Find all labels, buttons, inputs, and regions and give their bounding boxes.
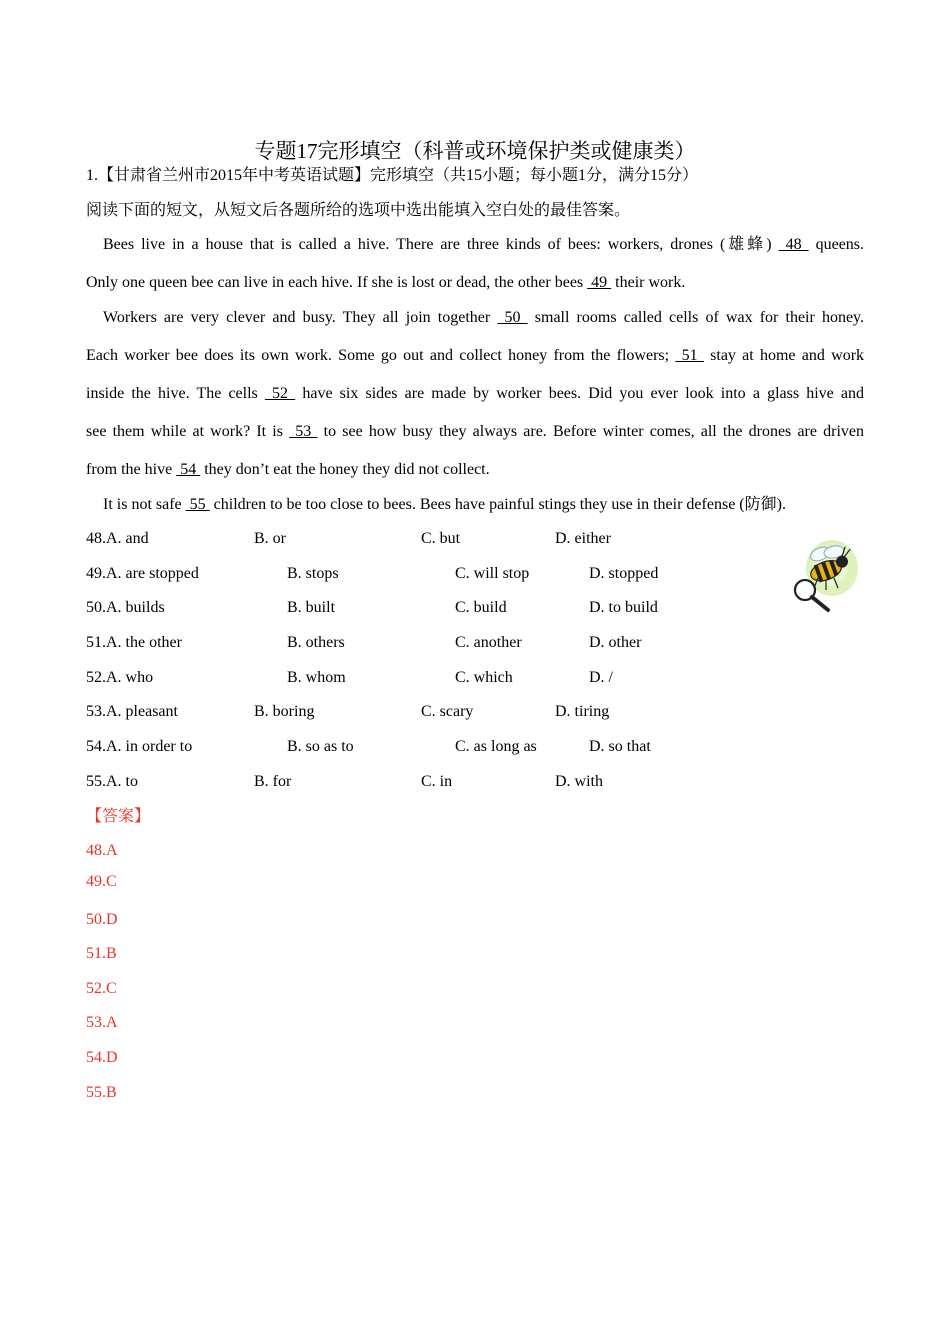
option-d: D. stopped (589, 565, 659, 582)
passage-line (86, 421, 864, 443)
options-row-48 (86, 528, 786, 550)
option-a: 48.A. and (86, 530, 149, 547)
blank-52: 52 (264, 385, 296, 402)
passage-text: from the hive (86, 461, 173, 478)
options-row-51 (86, 632, 786, 654)
passage-text: queens. (815, 236, 865, 253)
blank-50: 50 (497, 309, 528, 326)
passage-text: their work. (615, 274, 686, 291)
passage-text: small rooms called cells of wax for their honey. (534, 309, 865, 326)
answer-item: 50.D (86, 911, 118, 928)
option-b: B. for (254, 773, 292, 790)
answer-item: 52.C (86, 980, 117, 997)
options-row-50 (86, 597, 786, 619)
instruction-text: 阅读下面的短文，从短文后各题所给的选项中选出能填入空白处的最佳答案。 (86, 202, 631, 219)
passage-text: Bees live in a house that is called a hive. There are three kinds of bees: workers, drones (雄蜂) (103, 236, 772, 253)
option-b: B. built (287, 599, 336, 616)
passage-text: they don’t eat the honey they did not collect. (204, 461, 490, 478)
option-b: B. whom (287, 669, 346, 686)
page-title: 专题17完形填空（科普或环境保护类或健康类） (254, 139, 696, 163)
blank-51: 51 (675, 347, 704, 364)
option-a: 49.A. are stopped (86, 565, 199, 582)
option-b: B. boring (254, 703, 315, 720)
blank-55: 55 (185, 496, 210, 513)
passage-text: children to be too close to bees. Bees have painful stings they use in their defense (防御). (213, 496, 786, 513)
passage-text: Only one queen bee can live in each hive. If she is lost or dead, the other bees (86, 274, 584, 291)
option-c: C. scary (421, 703, 474, 720)
answer-item: 53.A (86, 1014, 118, 1031)
option-c: C. in (421, 773, 453, 790)
question-header: 1.【甘肃省兰州市2015年中考英语试题】完形填空（共15小题；每小题1分，满分15分） (86, 167, 699, 184)
option-c: C. but (421, 530, 461, 547)
option-a: 51.A. the other (86, 634, 182, 651)
option-a: 55.A. to (86, 773, 138, 790)
passage-line (103, 307, 864, 329)
option-a: 54.A. in order to (86, 738, 193, 755)
options-row-54 (86, 736, 786, 758)
answer-item: 49.C (86, 873, 117, 890)
option-b: B. others (287, 634, 345, 651)
option-c: C. another (455, 634, 522, 651)
passage-text: Each worker bee does its own work. Some go out and collect honey from the flowers; (86, 347, 670, 364)
options-row-52 (86, 667, 786, 689)
option-c: C. will stop (455, 565, 530, 582)
passage-line (103, 234, 864, 256)
blank-54: 54 (176, 461, 201, 478)
option-d: D. other (589, 634, 642, 651)
passage-text: Workers are very clever and busy. They all join together (103, 309, 491, 326)
option-d: D. either (555, 530, 611, 547)
option-d: D. so that (589, 738, 651, 755)
option-b: B. so as to (287, 738, 354, 755)
answer-item: 55.B (86, 1084, 117, 1101)
bee-magnifier-icon (790, 532, 862, 614)
option-d: D. tiring (555, 703, 610, 720)
blank-48: 48 (778, 236, 809, 253)
option-a: 52.A. who (86, 669, 154, 686)
passage-text: It is not safe (103, 496, 182, 513)
passage-line (103, 494, 864, 516)
options-row-55 (86, 771, 786, 793)
option-c: C. which (455, 669, 513, 686)
passage-text: see them while at work? It is (86, 423, 283, 440)
passage-line (86, 345, 864, 367)
option-b: B. or (254, 530, 286, 547)
option-a: 53.A. pleasant (86, 703, 178, 720)
option-b: B. stops (287, 565, 339, 582)
passage-line (86, 272, 864, 294)
passage-text: stay at home and work (710, 347, 865, 364)
passage-text: to see how busy they always are. Before winter comes, all the drones are driven (323, 423, 865, 440)
blank-49: 49 (587, 274, 612, 291)
passage-text: inside the hive. The cells (86, 385, 258, 402)
answer-header: 【答案】 (86, 808, 151, 825)
option-d: D. / (589, 669, 613, 686)
passage-text: have six sides are made by worker bees. Did you ever look into a glass hive and (302, 385, 864, 402)
answer-item: 51.B (86, 945, 117, 962)
answer-item: 48.A (86, 842, 118, 859)
passage-line (86, 383, 864, 405)
option-a: 50.A. builds (86, 599, 165, 616)
passage-line (86, 459, 864, 481)
option-c: C. as long as (455, 738, 537, 755)
answer-item: 54.D (86, 1049, 118, 1066)
option-c: C. build (455, 599, 507, 616)
option-d: D. to build (589, 599, 658, 616)
options-row-53 (86, 701, 786, 723)
blank-53: 53 (289, 423, 318, 440)
option-d: D. with (555, 773, 603, 790)
options-row-49 (86, 563, 786, 585)
